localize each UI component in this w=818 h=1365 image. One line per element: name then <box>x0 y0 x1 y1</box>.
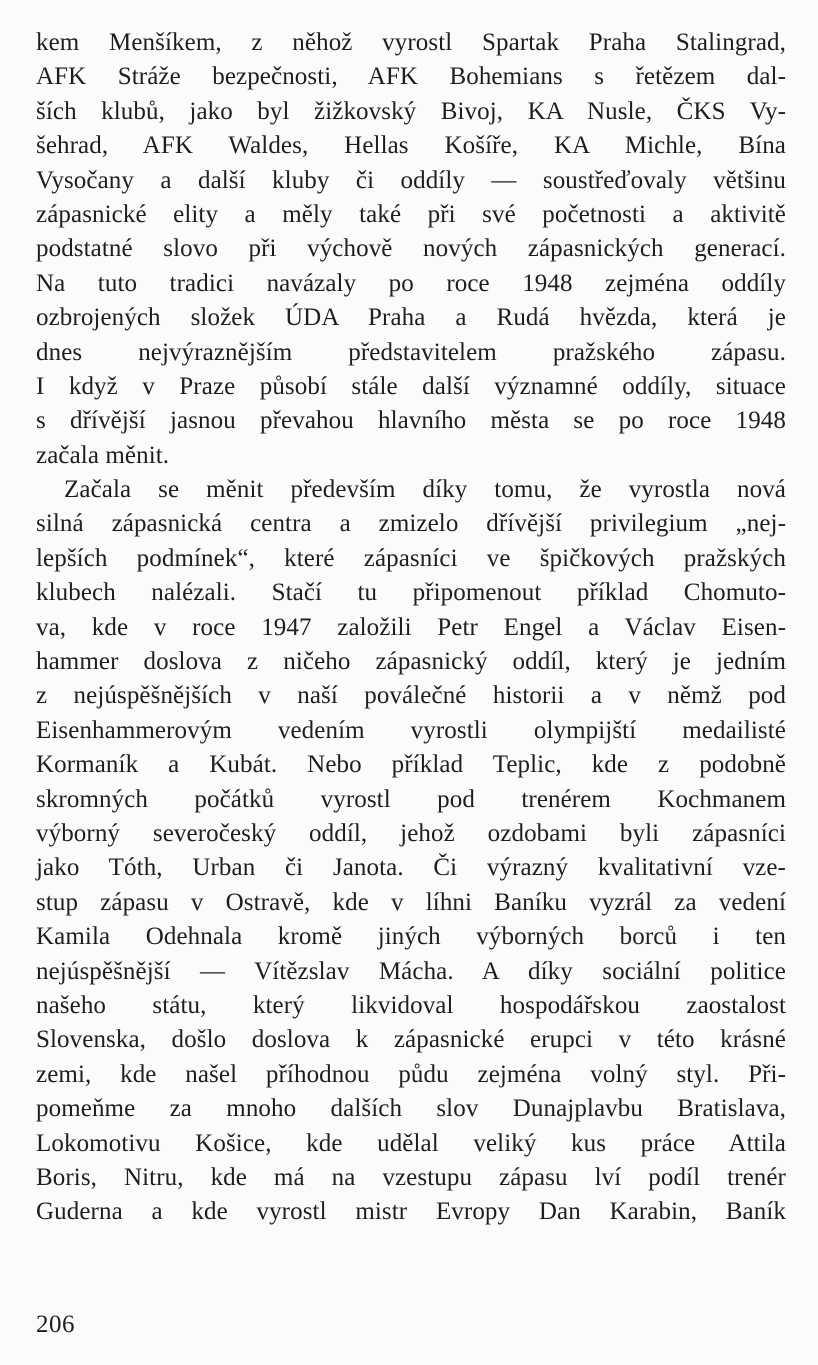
text-line: Lokomotivu Košice, kde udělal veliký kus práce Attila <box>36 1129 786 1157</box>
text-line: lepších podmínek“, které zápasníci ve špičkových pražských <box>36 544 786 572</box>
body-text <box>36 26 786 1230</box>
text-line: jako Tóth, Urban či Janota. Či výrazný kvalitativní vze- <box>36 854 786 882</box>
text-line: šehrad, AFK Waldes, Hellas Košíře, KA Michle, Bína <box>36 132 786 160</box>
text-line: z nejúspěšnějších v naší poválečné historii a v němž pod <box>36 682 786 710</box>
text-line: Vysočany a další kluby či oddíly — soustřeďovaly většinu <box>36 166 786 194</box>
text-line: našeho státu, který likvidoval hospodářskou zaostalost <box>36 991 786 1019</box>
text-line: zápasnické elity a měly také při své početnosti a aktivitě <box>36 200 786 228</box>
text-line: hammer doslova z ničeho zápasnický oddíl, který je jedním <box>36 648 786 676</box>
paragraph-1 <box>36 26 786 473</box>
text-line: Kormaník a Kubát. Nebo příklad Teplic, kde z podobně <box>36 751 786 779</box>
text-line: Kamila Odehnala kromě jiných výborných borců i ten <box>36 923 786 951</box>
text-line: silná zápasnická centra a zmizelo dřívější privilegium „nej- <box>36 510 786 538</box>
text-line: Guderna a kde vyrostl mistr Evropy Dan Karabin, Baník <box>36 1198 786 1226</box>
text-line: s dřívější jasnou převahou hlavního města se po roce 1948 <box>36 407 786 435</box>
text-line: va, kde v roce 1947 založili Petr Engel a Václav Eisen- <box>36 613 786 641</box>
text-line: Začala se měnit především díky tomu, že vyrostla nová <box>64 476 786 504</box>
paragraph-2 <box>36 473 786 1230</box>
text-line: podstatné slovo při výchově nových zápasnických generací. <box>36 235 786 263</box>
text-line: skromných počátků vyrostl pod trenérem Kochmanem <box>36 785 786 813</box>
text-line: ších klubů, jako byl žižkovský Bivoj, KA Nusle, ČKS Vy- <box>36 97 786 125</box>
text-line: zemi, kde našel příhodnou půdu zejména volný styl. Při- <box>36 1060 786 1088</box>
text-line: Boris, Nitru, kde má na vzestupu zápasu lví podíl trenér <box>36 1163 786 1191</box>
text-line: ozbrojených složek ÚDA Praha a Rudá hvězda, která je <box>36 304 786 332</box>
text-line: AFK Stráže bezpečnosti, AFK Bohemians s řetězem dal- <box>36 63 786 91</box>
text-line: nejúspěšnější — Vítězslav Mácha. A díky sociální politice <box>36 957 786 985</box>
text-line: začala měnit. <box>36 441 170 469</box>
text-line: I když v Praze působí stále další významné oddíly, situace <box>36 372 786 400</box>
page-number: 206 <box>36 1311 75 1338</box>
text-line: klubech nalézali. Stačí tu připomenout příklad Chomuto- <box>36 579 786 607</box>
text-line: Na tuto tradici navázaly po roce 1948 zejména oddíly <box>36 269 786 297</box>
text-line: kem Menšíkem, z něhož vyrostl Spartak Praha Stalingrad, <box>36 29 786 56</box>
text-line: pomeňme za mnoho dalších slov Dunajplavbu Bratislava, <box>36 1095 786 1123</box>
text-line: stup zápasu v Ostravě, kde v líhni Baníku vyzrál za vedení <box>36 888 786 916</box>
text-line: výborný severočeský oddíl, jehož ozdobami byli zápasníci <box>36 819 786 847</box>
text-line: Slovenska, došlo doslova k zápasnické erupci v této krásné <box>36 1026 786 1054</box>
text-line: dnes nejvýraznějším představitelem pražského zápasu. <box>36 338 786 366</box>
text-line: Eisenhammerovým vedením vyrostli olympijští medailisté <box>36 716 786 744</box>
